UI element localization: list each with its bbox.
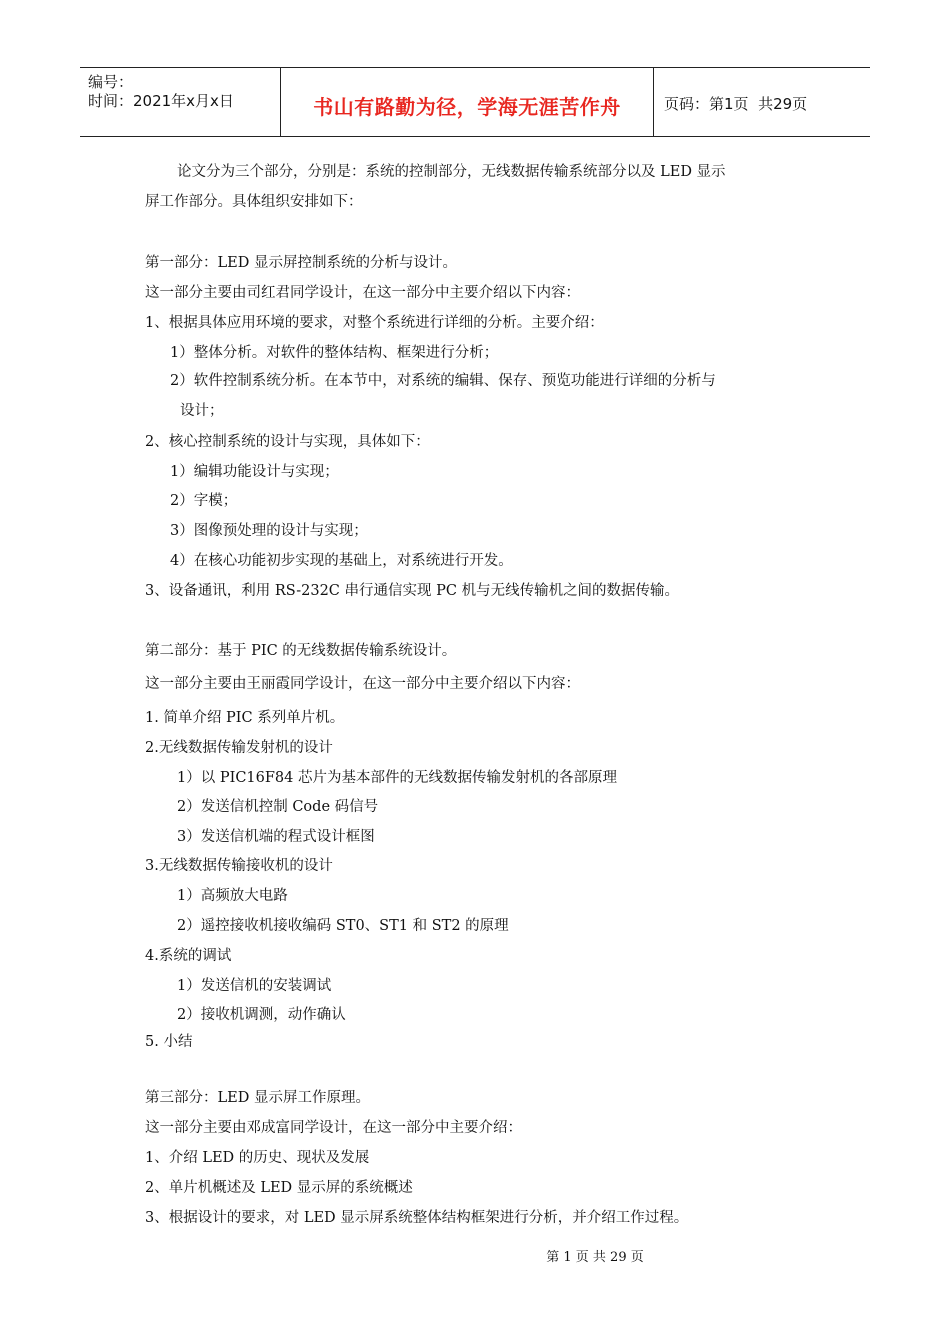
list-item: 3）图像预处理的设计与实现； [170, 523, 368, 539]
list-item: 2）接收机调测，动作确认 [177, 1007, 346, 1023]
list-item: 1、介绍 LED 的历史、现状及发展 [145, 1150, 370, 1166]
header-motto: 书山有路勤为径，学海无涯苦作舟 [280, 68, 654, 136]
list-item: 1）发送信机的安装调试 [177, 978, 332, 994]
list-item: 2、核心控制系统的设计与实现，具体如下： [145, 434, 430, 450]
list-item: 1. 简单介绍 PIC 系列单片机。 [145, 710, 345, 726]
header-meta [80, 68, 280, 136]
list-item: 设计； [180, 403, 224, 419]
list-item: 2、单片机概述及 LED 显示屏的系统概述 [145, 1180, 413, 1196]
header-number-label: 编号： [88, 73, 134, 91]
header-table [80, 67, 870, 137]
list-item: 2.无线数据传输发射机的设计 [145, 740, 333, 756]
body-line: 这一部分主要由邓成富同学设计，在这一部分中主要介绍： [145, 1120, 522, 1136]
section-heading-2: 第二部分：基于 PIC 的无线数据传输系统设计。 [145, 643, 457, 659]
list-item: 1）整体分析。对软件的整体结构、框架进行分析； [170, 345, 499, 361]
body-line: 这一部分主要由司红君同学设计，在这一部分中主要介绍以下内容： [145, 285, 580, 301]
list-item: 2）发送信机控制 Code 码信号 [177, 799, 379, 815]
section-heading-3: 第三部分：LED 显示屏工作原理。 [145, 1090, 370, 1106]
list-item: 5. 小结 [145, 1034, 193, 1050]
list-item: 3）发送信机端的程式设计框图 [177, 829, 375, 845]
list-item: 2）遥控接收机接收编码 ST0、ST1 和 ST2 的原理 [177, 918, 509, 934]
body-line: 屏工作部分。具体组织安排如下： [145, 194, 363, 210]
footer-page-number: 第 1 页 共 29 页 [546, 1250, 644, 1265]
list-item: 3、根据设计的要求，对 LED 显示屏系统整体结构框架进行分析，并介绍工作过程。 [145, 1210, 689, 1226]
list-item: 3、设备通讯，利用 RS-232C 串行通信实现 PC 机与无线传输机之间的数据传输。 [145, 583, 680, 599]
list-item: 1）以 PIC16F84 芯片为基本部件的无线数据传输发射机的各部原理 [177, 770, 617, 786]
header-page-info: 页码：第1页 共29页 [664, 95, 808, 113]
body-line: 论文分为三个部分，分别是：系统的控制部分，无线数据传输系统部分以及 LED 显示 [177, 164, 726, 180]
section-heading-1: 第一部分：LED 显示屏控制系统的分析与设计。 [145, 255, 457, 271]
list-item: 2）字模； [170, 493, 238, 509]
list-item: 1）编辑功能设计与实现； [170, 464, 339, 480]
list-item: 3.无线数据传输接收机的设计 [145, 858, 333, 874]
page-footer [0, 1246, 950, 1265]
list-item: 2）软件控制系统分析。在本节中，对系统的编辑、保存、预览功能进行详细的分析与 [170, 373, 716, 389]
list-item: 1）高频放大电路 [177, 888, 288, 904]
list-item: 4）在核心功能初步实现的基础上，对系统进行开发。 [170, 553, 513, 569]
list-item: 4.系统的调试 [145, 948, 232, 964]
header-time-label: 时间：2021年x月x日 [88, 92, 234, 110]
list-item: 1、根据具体应用环境的要求，对整个系统进行详细的分析。主要介绍： [145, 315, 604, 331]
body-line: 这一部分主要由王丽霞同学设计，在这一部分中主要介绍以下内容： [145, 676, 580, 692]
